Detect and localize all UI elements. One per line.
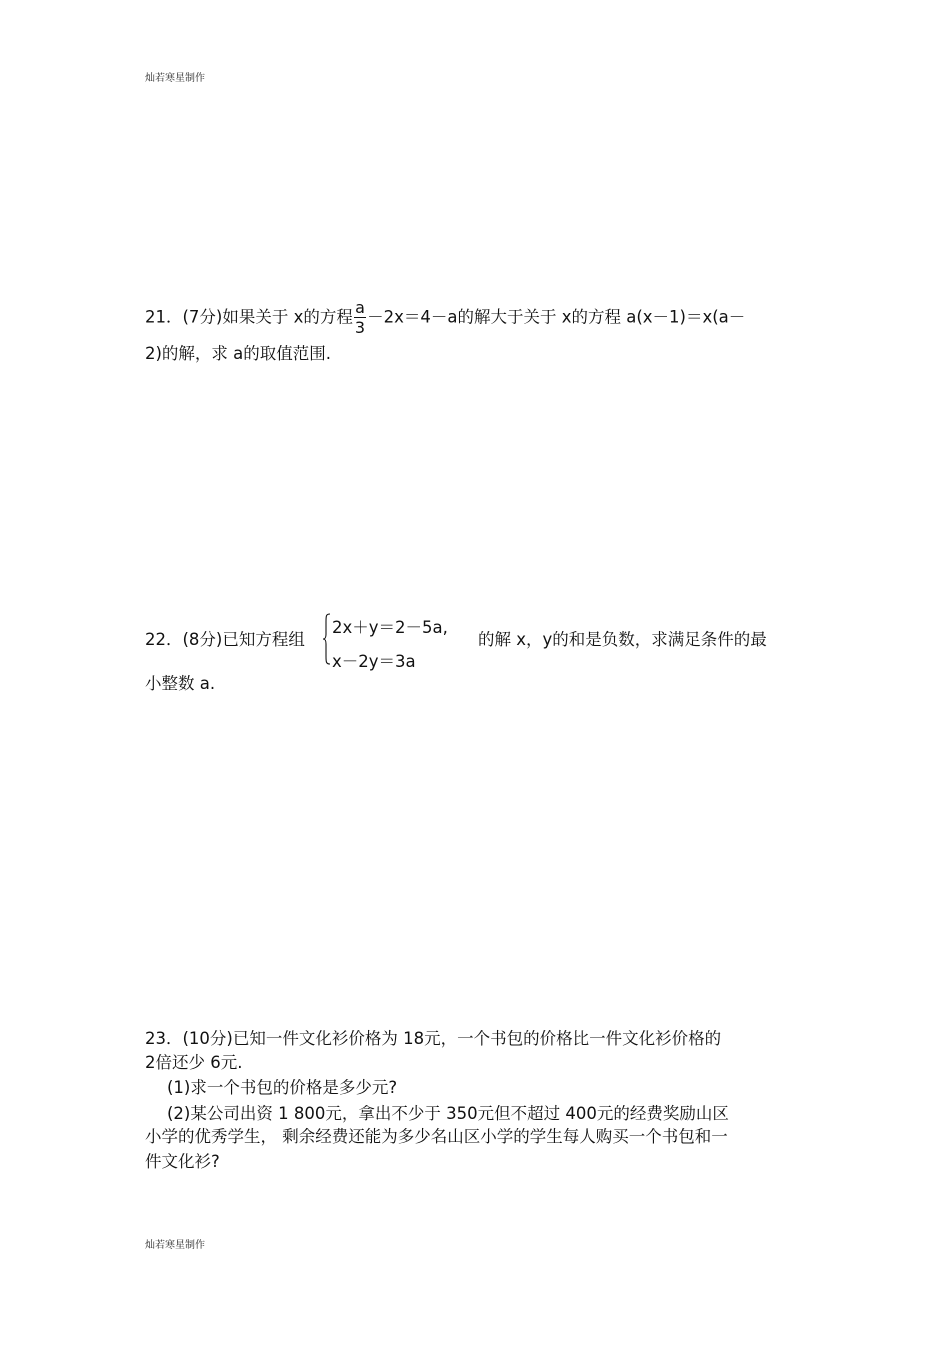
q23-sub2-line1: (2)某公司出资 1 800元，拿出不少于 350元但不超过 400元的经费奖励山区 [167,1104,729,1123]
q22-tail: 的解 x，y的和是负数，求满足条件的最 [478,630,767,649]
q23-sub2-line3: 件文化衫? [145,1152,220,1171]
q21-line2: 2)的解，求 a的取值范围. [145,344,332,363]
q21-fraction [354,300,366,336]
q21-fraction-numerator: a [355,298,365,317]
q23-sub1: (1)求一个书包的价格是多少元? [167,1078,398,1097]
q22-equation-2: x－2y＝3a [332,652,416,671]
header-watermark: 灿若寒星制作 [145,73,205,84]
footer-watermark: 灿若寒星制作 [145,1240,205,1251]
q21-text-part1: 21．(7分)如果关于 x的方程 [145,307,353,327]
q22-equation-system [322,612,462,671]
q21-fraction-denominator: 3 [354,318,366,337]
q21-line1 [145,300,745,336]
brace-icon [322,612,332,666]
q23-line1: 23．(10分)已知一件文化衫价格为 18元，一个书包的价格比一件文化衫价格的 [145,1029,722,1048]
q23-line2: 2倍还少 6元. [145,1053,243,1072]
q22-lead: 22．(8分)已知方程组 [145,630,305,649]
q22-line2: 小整数 a. [145,674,216,693]
q21-text-part2: －2x＝4－a的解大于关于 x的方程 a(x－1)＝x(a－ [367,307,746,327]
q22-equation-1: 2x＋y＝2－5a, [332,618,448,637]
q23-sub2-line2: 小学的优秀学生， 剩余经费还能为多少名山区小学的学生每人购买一个书包和一 [145,1127,728,1146]
